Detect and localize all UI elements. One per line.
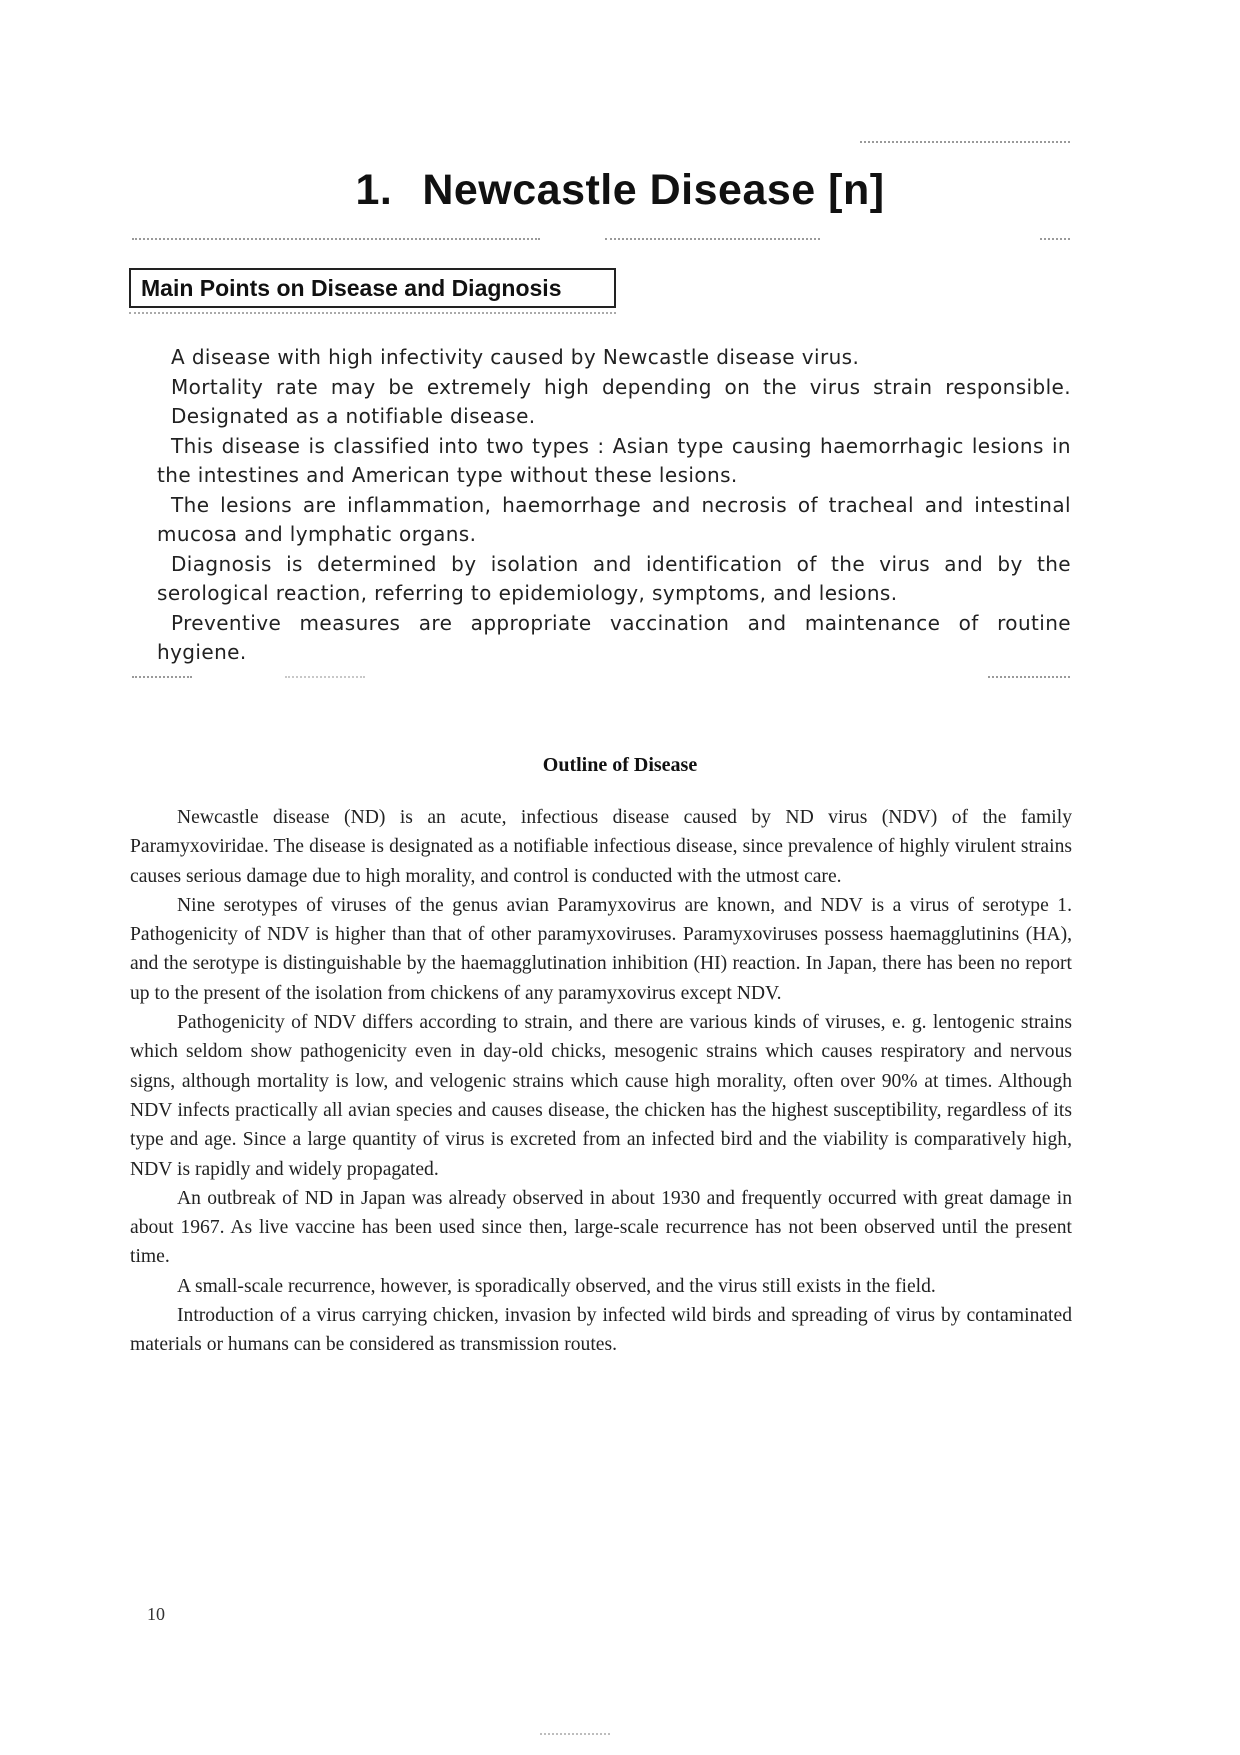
outline-paragraph: Introduction of a virus carrying chicken, invasion by infected wild birds and spreading of virus by contaminated materials or humans can be considered as transmission routes.: [130, 1305, 1072, 1356]
outline-paragraph: Pathogenicity of NDV differs according to strain, and there are various kinds of viruses, e. g. lentogenic strains which seldom show pathogenicity even in day-old chicks, mesogenic strains which causes respiratory and nervous signs, although mortality is low, and velogenic strains which cause high morality, often over 90% at times. Although NDV infects practically all avian species and causes disease, the chicken has the highest susceptibility, regardless of its type and age. Since a large quantity of virus is excreted from an infected bird and the viability is comparatively high, NDV is rapidly and widely propagated.: [130, 1012, 1072, 1180]
main-points-bottom-rule-right: [988, 676, 1070, 678]
main-point-item: This disease is classified into two types : Asian type causing haemorrhagic lesions in the intestines and American type without these lesions.: [157, 433, 1071, 487]
main-point-item: Diagnosis is determined by isolation and identification of the virus and by the serological reaction, referring to epidemiology, symptoms, and lesions.: [157, 551, 1071, 605]
outline-paragraph: A small-scale recurrence, however, is sporadically observed, and the virus still exists in the field.: [177, 1275, 936, 1297]
outline-paragraph: Nine serotypes of viruses of the genus avian Paramyxovirus are known, and NDV is a virus of serotype 1. Pathogenicity of NDV is higher than that of other paramyxoviruses. Paramyxoviruses possess haemagglutinins (HA), and the serotype is distinguishable by the haemagglutination inhibition (HI) reaction. In Japan, there has been no report up to the present of the isolation from chickens of any paramyxovirus except NDV.: [130, 894, 1072, 1004]
main-point-item: A disease with high infectivity caused by Newcastle disease virus.: [171, 345, 860, 369]
title-under-rule-left: [132, 238, 540, 240]
title-under-rule-mid: [605, 238, 820, 240]
main-points-heading: Main Points on Disease and Diagnosis: [129, 268, 616, 308]
outline-paragraph: Newcastle disease (ND) is an acute, infectious disease caused by ND virus (NDV) of the family Paramyxoviridae. The disease is designated as a notifiable infectious disease, since prevalence of highly virulent strains causes serious damage due to high morality, and control is conducted with the utmost care.: [130, 807, 1072, 887]
outline-heading: Outline of Disease: [542, 754, 698, 776]
outline-body: [130, 803, 1072, 1360]
main-points-box-shadow-rule: [129, 312, 616, 314]
main-point-item: Preventive measures are appropriate vaccination and maintenance of routine hygiene.: [157, 610, 1071, 664]
page-number: 10: [147, 1604, 165, 1624]
chapter-number: 1.: [355, 166, 393, 214]
footer-scan-mark: [540, 1733, 610, 1735]
chapter-title: [0, 166, 1240, 215]
header-dotted-rule: [860, 141, 1070, 143]
title-under-rule-right: [1040, 238, 1070, 240]
main-points-list: [157, 343, 1071, 668]
outline-paragraph: An outbreak of ND in Japan was already observed in about 1930 and frequently occurred with great damage in about 1967. As live vaccine has been used since then, large-scale recurrence has not been observed until the present time.: [130, 1187, 1072, 1268]
main-points-bottom-rule-left: [132, 676, 192, 678]
chapter-title-text: Newcastle Disease [n]: [422, 166, 885, 214]
main-points-bottom-rule-mid: [285, 676, 365, 678]
main-point-item: Mortality rate may be extremely high depending on the virus strain responsible. Designated as a notifiable disease.: [171, 374, 1071, 428]
main-point-item: The lesions are inflammation, haemorrhage and necrosis of tracheal and intestinal mucosa and lymphatic organs.: [157, 492, 1071, 546]
